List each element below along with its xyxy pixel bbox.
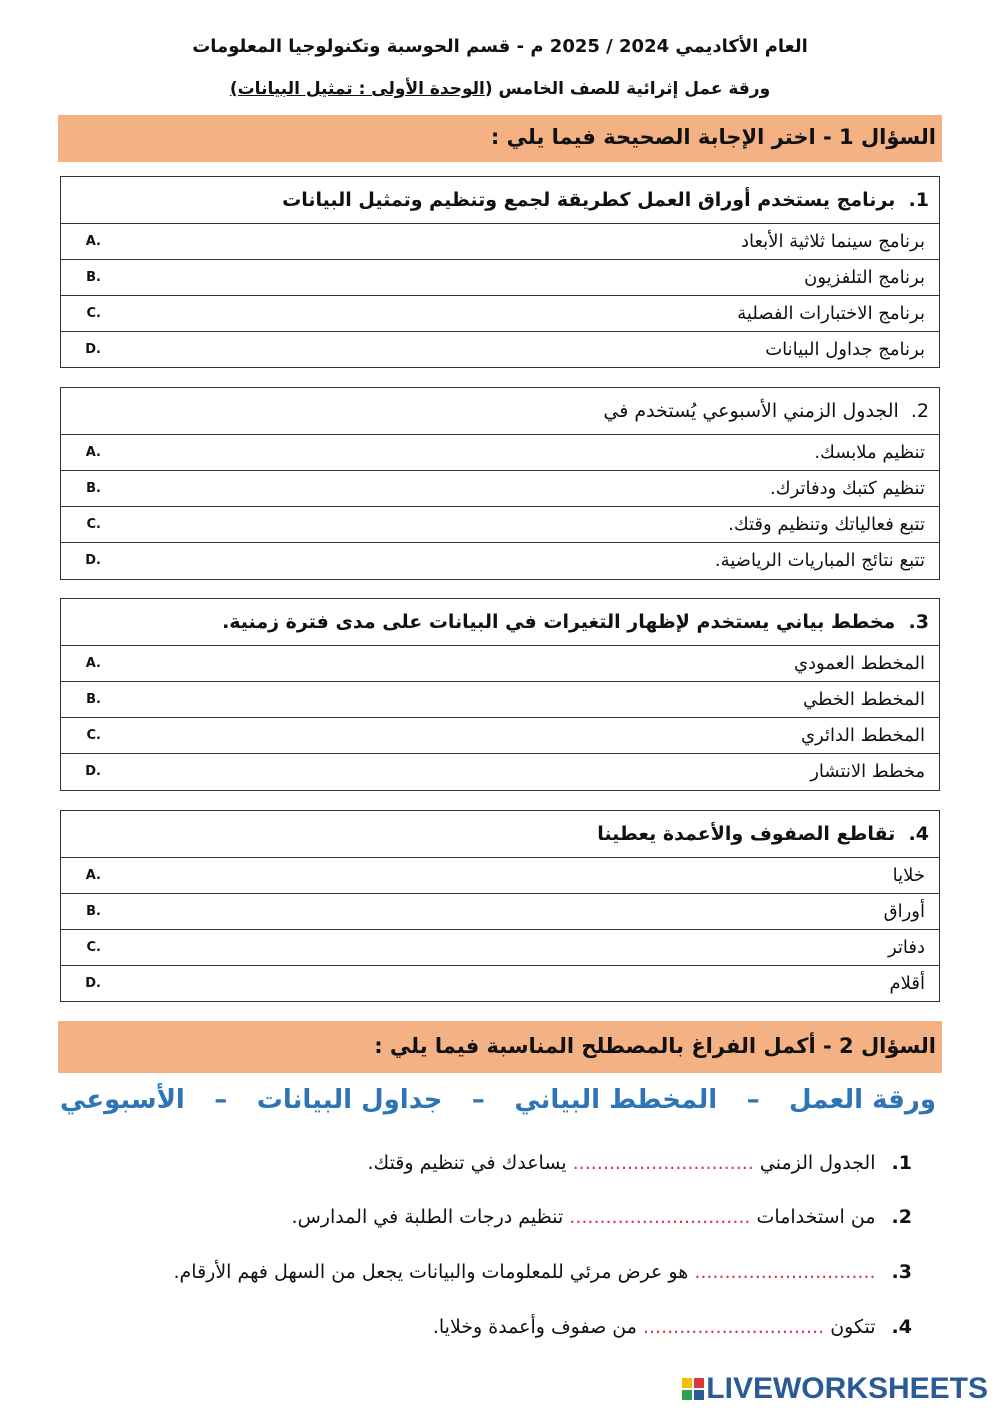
worksheet-title: العام الأكاديمي 2024 / 2025 م - قسم الحوسبة وتكنولوجيا المعلومات — [192, 36, 808, 57]
answer-option[interactable]: تنظيم كتبك ودفاترك. B. — [61, 471, 939, 507]
fill-blank-item: 2. من استخدامات .............................. تنظيم درجات الطلبة في المدارس. — [291, 1206, 912, 1228]
fill-blank-item: 4. تتكون .............................. من صفوف وأعمدة وخلايا. — [432, 1316, 912, 1338]
answer-option[interactable]: المخطط الخطي B. — [61, 682, 939, 718]
brand-name: LIVEWORKSHEETS — [706, 1372, 988, 1405]
answer-option[interactable]: خلايا A. — [61, 858, 939, 894]
answer-option[interactable]: تتبع فعالياتك وتنظيم وقتك. C. — [61, 507, 939, 543]
answer-option[interactable]: المخطط الدائري C. — [61, 718, 939, 754]
answer-option[interactable]: برنامج سينما ثلاثية الأبعاد A. — [61, 224, 939, 260]
word-bank-term[interactable]: جداول البيانات — [256, 1085, 443, 1115]
blank-field[interactable]: .............................. — [642, 1316, 825, 1338]
question-box — [60, 810, 940, 1002]
word-bank — [60, 1080, 936, 1120]
blank-field[interactable]: .............................. — [572, 1152, 754, 1174]
subtitle-prefix: ورقة عمل إثرائية للصف الخامس ( — [484, 79, 771, 99]
fill-blank-item: 1. الجدول الزمني .............................. يساعدك في تنظيم وقتك. — [367, 1152, 912, 1174]
section2-title: السؤال 2 - أكمل الفراغ بالمصطلح المناسبة فيما يلي : — [58, 1021, 942, 1073]
logo-mark-icon — [682, 1378, 704, 1400]
answer-option[interactable]: تنظيم ملابسك. A. — [61, 435, 939, 471]
word-bank-term[interactable]: المخطط البياني — [514, 1085, 718, 1115]
answer-option[interactable]: أقلام D. — [85, 973, 925, 994]
word-bank-separator: – — [214, 1085, 228, 1115]
fill-blank-item: 3. .............................. هو عرض مرئي للمعلومات والبيانات يجعل من السهل فهم الأرقام. — [173, 1261, 912, 1283]
answer-option[interactable]: مخطط الانتشار D. — [85, 761, 925, 782]
answer-option[interactable]: أوراق B. — [61, 894, 939, 930]
section1-title: السؤال 1 - اختر الإجابة الصحيحة فيما يلي : — [58, 115, 942, 162]
word-bank-separator: – — [471, 1085, 485, 1115]
answer-option[interactable]: تتبع نتائج المباريات الرياضية. D. — [85, 550, 925, 571]
answer-option[interactable]: برنامج التلفزيون B. — [61, 260, 939, 296]
answer-option[interactable]: برنامج الاختبارات الفصلية C. — [61, 296, 939, 332]
question-prompt: 2. الجدول الزمني الأسبوعي يُستخدم في — [61, 388, 939, 435]
question-prompt: 3. مخطط بياني يستخدم لإظهار التغيرات في البيانات على مدى فترة زمنية. — [61, 599, 939, 646]
answer-option[interactable]: دفاتر C. — [61, 930, 939, 966]
question-prompt: 1. برنامج يستخدم أوراق العمل كطريقة لجمع وتنظيم وتمثيل البيانات — [61, 177, 939, 224]
blank-field[interactable]: .............................. — [694, 1261, 876, 1283]
question-box — [60, 387, 940, 580]
subtitle-unit: الوحدة الأولى : تمثيل البيانات) — [229, 79, 485, 99]
word-bank-term[interactable]: ورقة العمل — [789, 1085, 936, 1115]
question-prompt: 4. تقاطع الصفوف والأعمدة يعطينا — [61, 811, 939, 858]
question-box — [60, 598, 940, 791]
blank-field[interactable]: .............................. — [569, 1206, 751, 1228]
liveworksheets-logo — [682, 1374, 988, 1404]
word-bank-term[interactable]: الأسبوعي — [60, 1085, 185, 1115]
question-box — [60, 176, 940, 368]
worksheet-subtitle — [0, 79, 1000, 99]
word-bank-separator: – — [746, 1085, 760, 1115]
answer-option[interactable]: المخطط العمودي A. — [61, 646, 939, 682]
answer-option[interactable]: برنامج جداول البيانات D. — [85, 339, 925, 360]
